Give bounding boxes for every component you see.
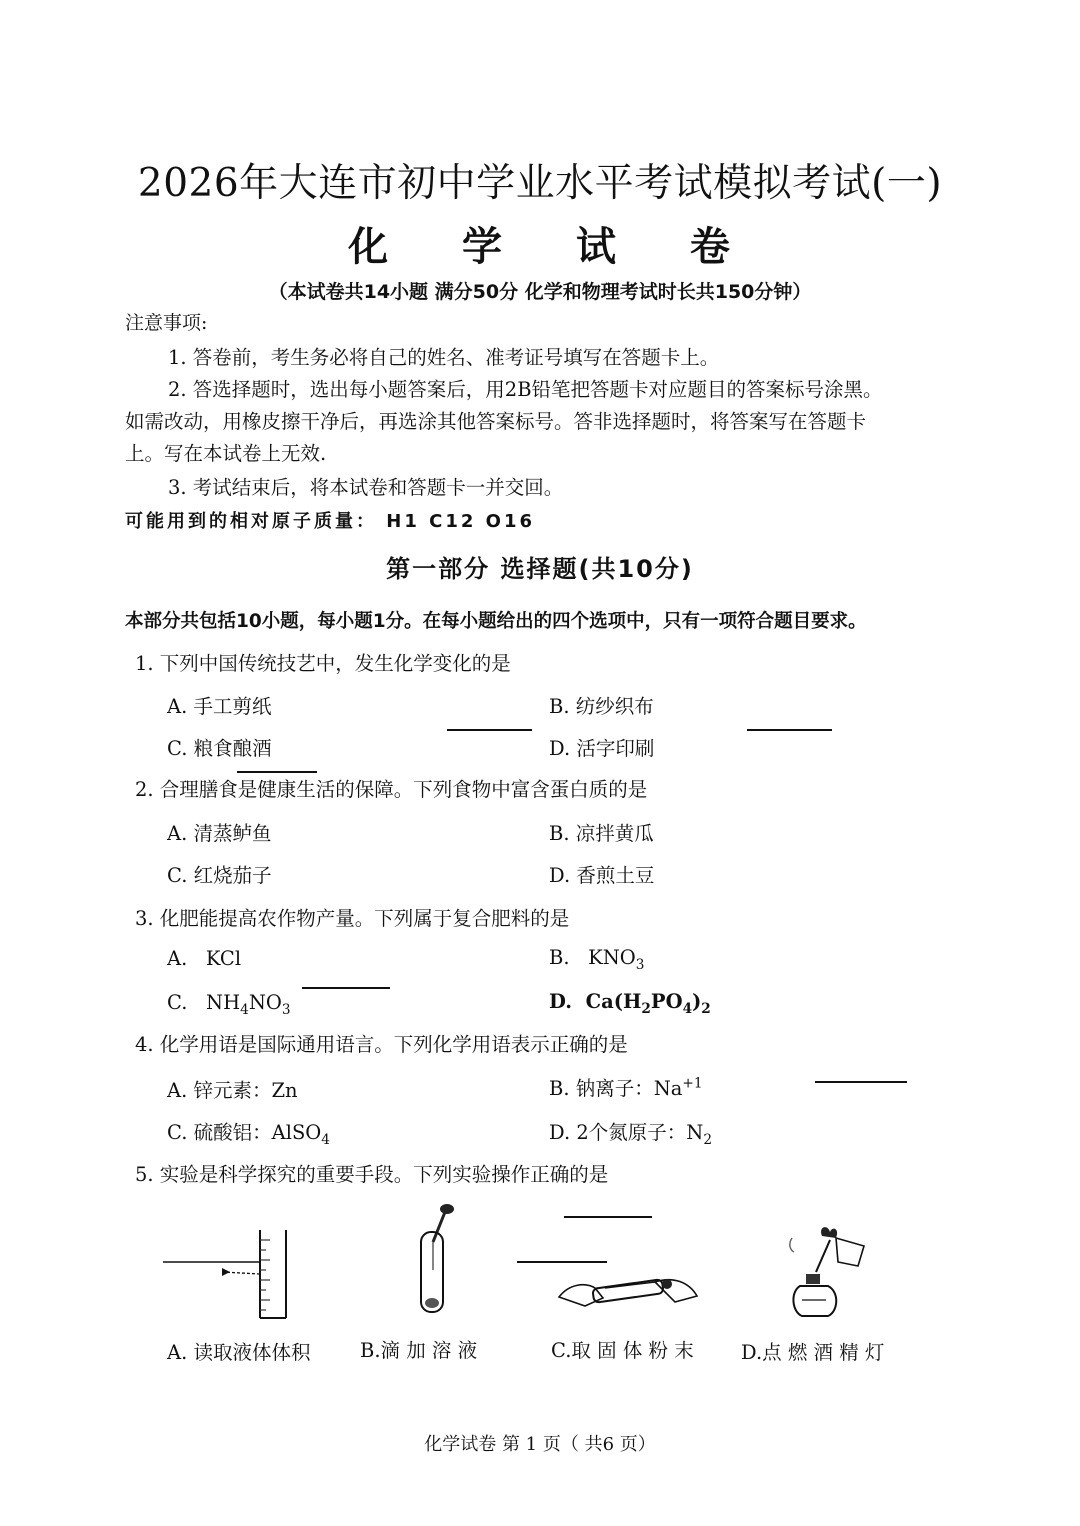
note-item-1: 1. 答卷前，考生务必将自己的姓名、准考证号填写在答题卡上。 [168, 346, 720, 369]
q1-option-a: A. 手工剪纸 [167, 695, 272, 718]
alcohol-lamp-illustration [780, 1222, 875, 1322]
subscript: 2 [701, 1000, 711, 1017]
subscript: 3 [635, 956, 645, 973]
q3-d-formula: Ca(H [585, 990, 642, 1013]
q3-d-formula-2: PO [650, 990, 683, 1013]
q4-b-text: B. 钠离子：Na [549, 1077, 683, 1100]
page-footer: 化学试卷 第 1 页（ 共6 页） [424, 1434, 656, 1455]
note-item-2: 2. 答选择题时，选出每小题答案后，用2B铅笔把答题卡对应题目的答案标号涂黑。 [168, 378, 883, 401]
q5-option-b: B.滴 加 溶 液 [360, 1339, 478, 1362]
underline-mark [815, 1081, 907, 1083]
exam-info: （本试卷共14小题 满分50分 化学和物理考试时长共150分钟） [268, 281, 812, 303]
q1-option-b: B. 纺纱织布 [549, 695, 654, 718]
question-2-stem: 2. 合理膳食是健康生活的保障。下列食物中富含蛋白质的是 [135, 778, 648, 801]
q5-option-d: D.点 燃 酒 精 灯 [741, 1341, 885, 1364]
note-item-3: 3. 考试结束后，将本试卷和答题卡一并交回。 [168, 476, 564, 499]
q3-c-label: C. [167, 991, 188, 1014]
subscript: 3 [281, 1001, 291, 1018]
atomic-mass: 可能用到的相对原子质量： H1 C12 O16 [125, 511, 535, 532]
subscript: 2 [703, 1131, 712, 1148]
question-3-stem: 3. 化肥能提高农作物产量。下列属于复合肥料的是 [135, 907, 570, 930]
question-1-stem: 1. 下列中国传统技艺中，发生化学变化的是 [135, 652, 511, 675]
q4-option-a: A. 锌元素：Zn [167, 1079, 298, 1102]
q3-option-c [167, 991, 291, 1018]
subject-title: 化 学 试 卷 [348, 224, 760, 270]
notes-title: 注意事项: [125, 312, 208, 334]
superscript: +1 [682, 1075, 703, 1092]
q2-option-b: B. 凉拌黄瓜 [549, 822, 654, 845]
subscript: 4 [240, 1001, 249, 1018]
underline-mark [447, 729, 532, 731]
note-item-2-cont: 如需改动，用橡皮擦干净后，再选涂其他答案标号。答非选择题时，将答案写在答题卡 [125, 410, 867, 433]
q4-option-c [167, 1117, 330, 1148]
q2-option-d: D. 香煎土豆 [549, 864, 655, 887]
q3-a-label: A. [167, 947, 188, 970]
q3-c-formula-2: NO [248, 991, 282, 1014]
q3-b-label: B. [549, 946, 570, 969]
q2-option-a: A. 清蒸鲈鱼 [167, 822, 272, 845]
subscript: 2 [641, 1000, 651, 1017]
q4-option-d [549, 1117, 712, 1148]
q3-option-d: D. $Ca(H_2PO_4)_2$ [549, 990, 711, 1017]
question-4-stem: 4. 化学用语是国际通用语言。下列化学用语表示正确的是 [135, 1033, 628, 1056]
underline-mark [564, 1216, 652, 1218]
q4-option-b [549, 1073, 703, 1101]
question-5-stem: 5. 实验是科学探究的重要手段。下列实验操作正确的是 [135, 1163, 609, 1186]
q3-b-formula: KNO [588, 946, 636, 969]
q1-option-c: C. 粮食酿酒 [167, 737, 272, 760]
q3-option-b [549, 946, 644, 973]
graduated-cylinder-illustration [160, 1222, 300, 1322]
underline-mark [237, 771, 317, 773]
subscript: 4 [682, 1000, 693, 1017]
q3-c-formula: NH [206, 991, 241, 1014]
note-item-2-end: 上。写在本试卷上无效. [125, 442, 327, 465]
powder-transfer-illustration [555, 1262, 705, 1322]
dropper-test-tube-illustration [405, 1200, 465, 1325]
section-title: 第一部分 选择题(共10分) [386, 555, 694, 583]
subscript: 4 [321, 1131, 330, 1148]
q4-c-text: C. 硫酸铝：AlSO [167, 1121, 322, 1144]
q5-option-c: C.取 固 体 粉 末 [551, 1339, 694, 1362]
section-intro: 本部分共包括10小题，每小题1分。在每小题给出的四个选项中，只有一项符合题目要求。 [125, 611, 867, 632]
exam-title: 2026年大连市初中学业水平考试模拟考试(一) [137, 161, 943, 206]
underline-mark [747, 729, 832, 731]
underline-mark [302, 987, 390, 989]
q3-option-a [167, 947, 241, 970]
q3-a-formula: KCl [205, 947, 242, 970]
q5-option-a: A. 读取液体体积 [167, 1341, 311, 1364]
q2-option-c: C. 红烧茄子 [167, 864, 272, 887]
q1-option-d: D. 活字印刷 [549, 737, 655, 760]
q3-d-label: D. [549, 990, 573, 1013]
q4-d-text: D. 2个氮原子：N [549, 1121, 704, 1144]
